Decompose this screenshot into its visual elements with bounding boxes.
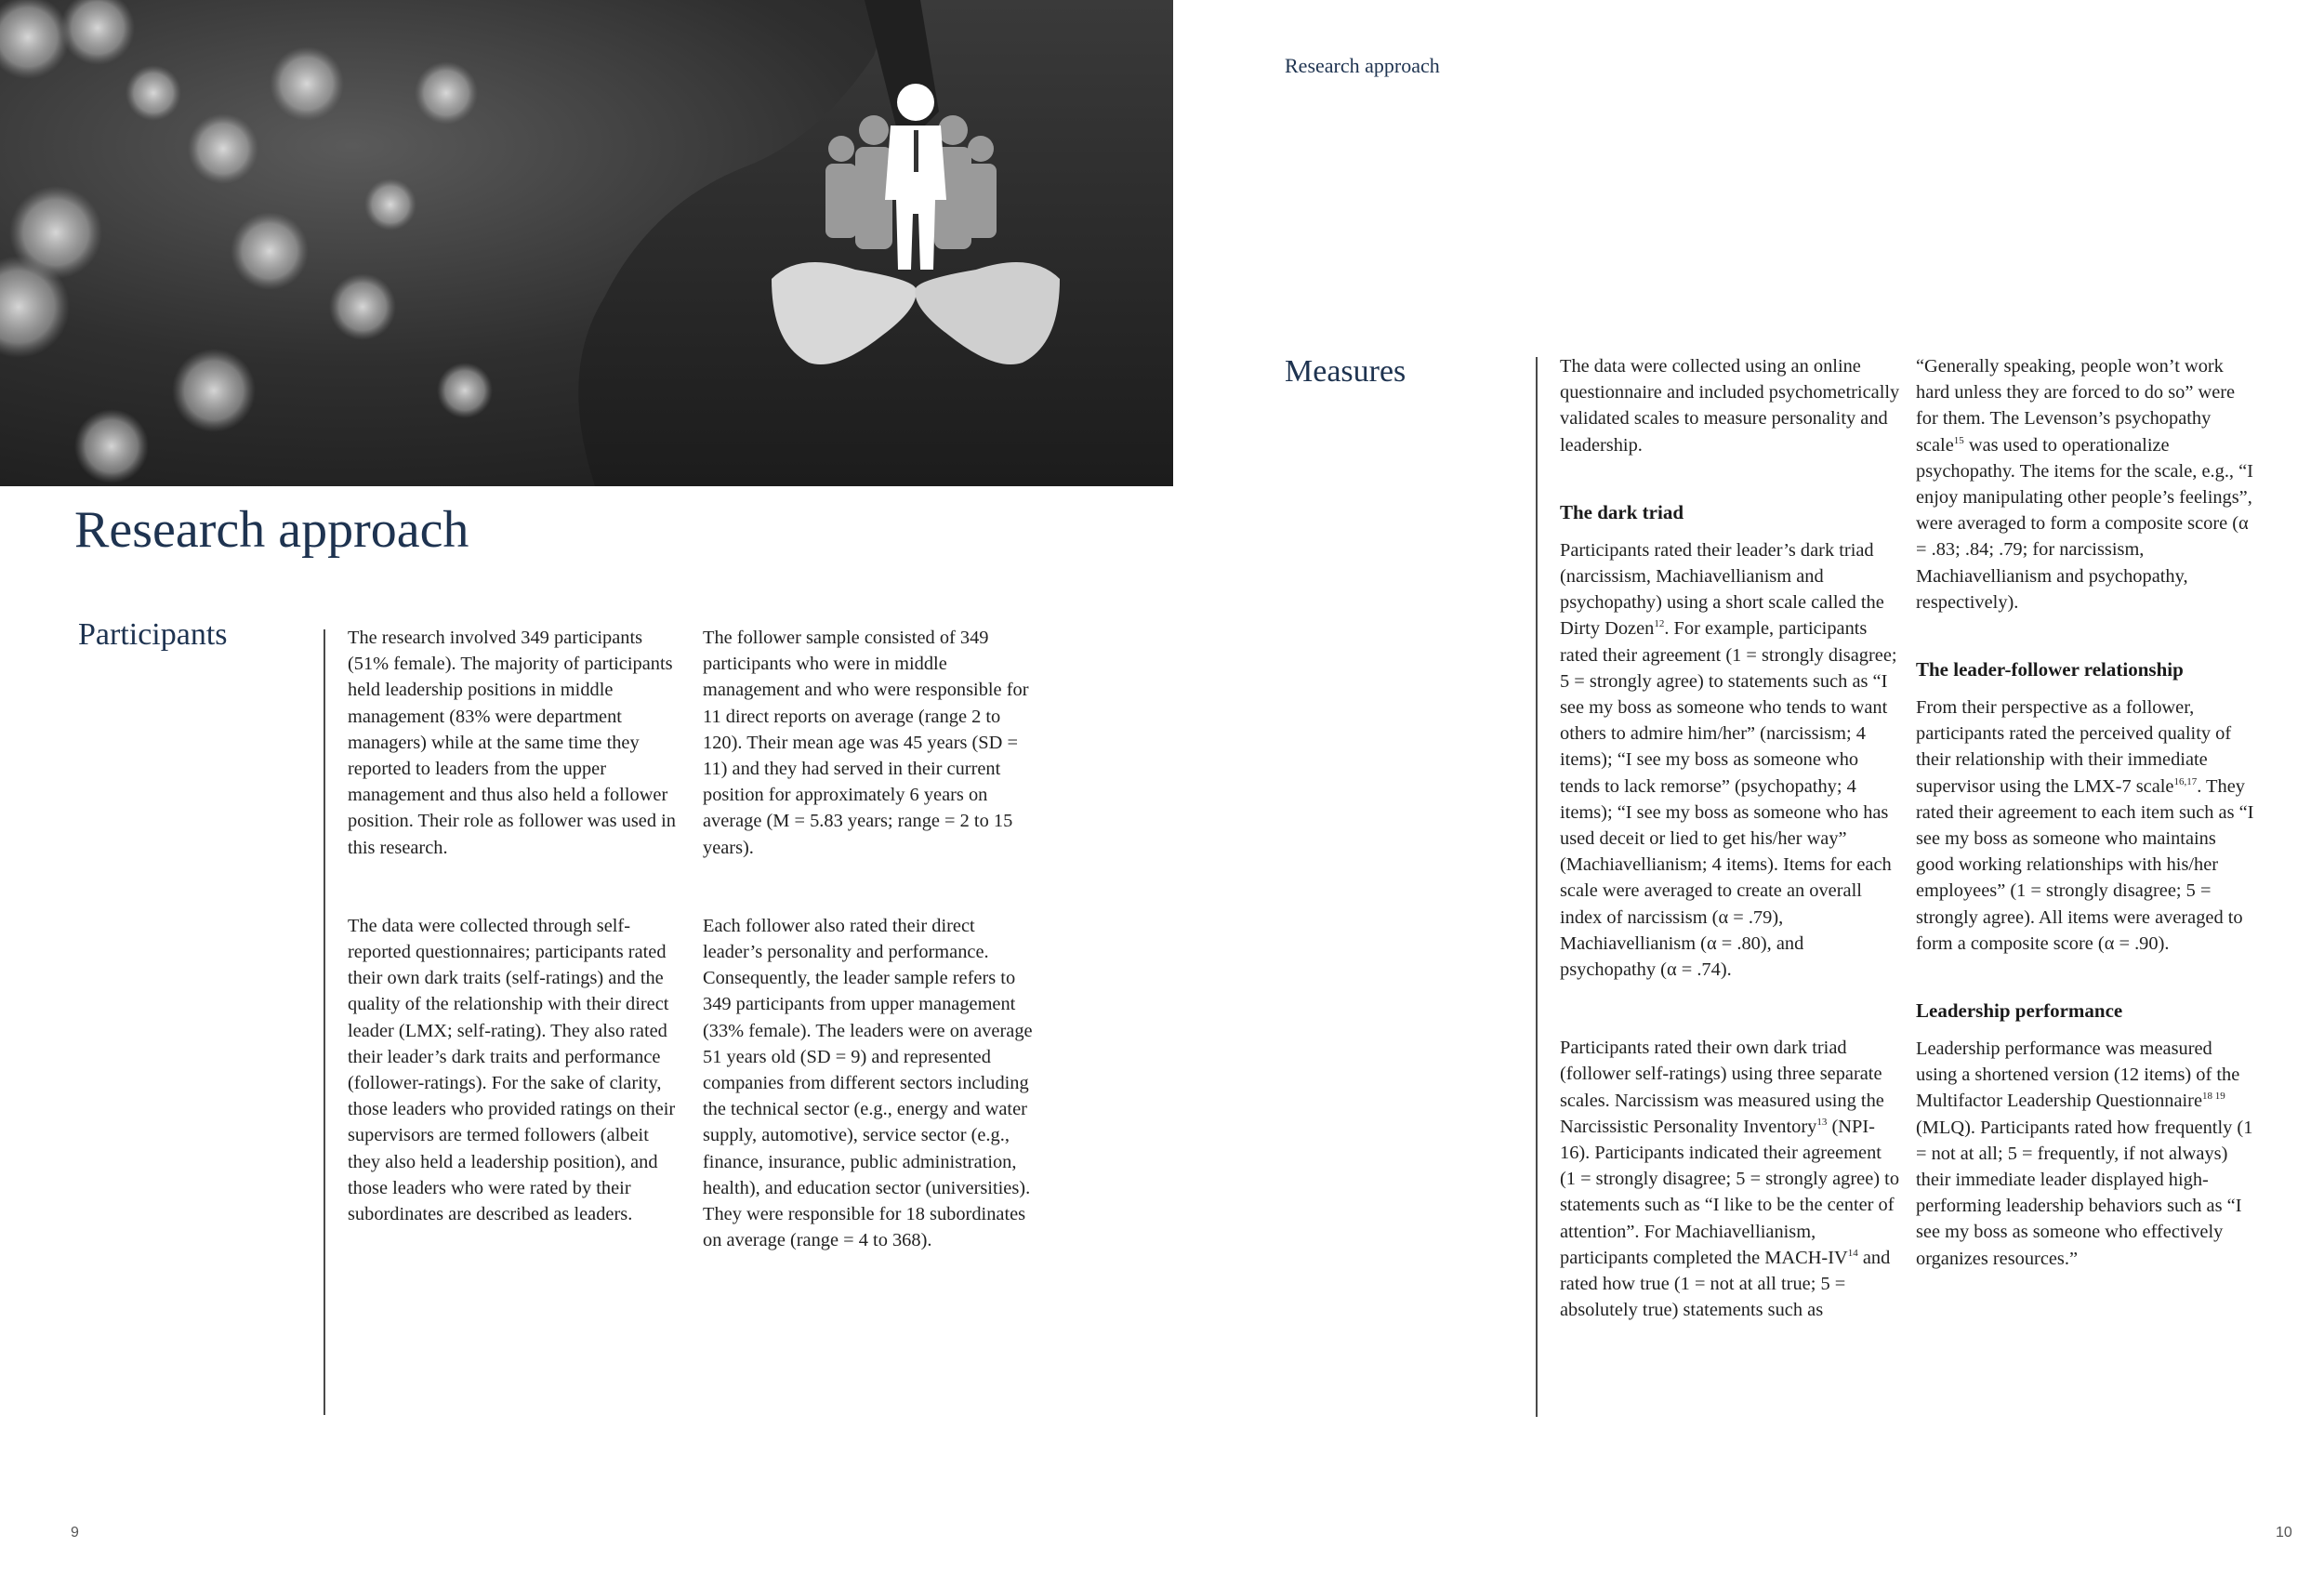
paragraph: [1916, 694, 2258, 957]
measures-column-1: [1560, 353, 1902, 1324]
footnote-ref: 12: [1654, 618, 1665, 630]
text: Leadership performance was measured using a shortened version (12 items) of the Multifactor Leadership Questionnaire: [1916, 1038, 2240, 1112]
measures-column-2: [1916, 353, 2258, 1272]
footnote-ref: 14: [1847, 1248, 1858, 1260]
section-heading-measures: Measures: [1285, 354, 1406, 389]
participants-column-2: [703, 625, 1037, 1253]
text: (MLQ). Participants rated how frequently (1 = not at all; 5 = frequently, if not always) their immediate leader displayed high-performing leadership behaviors such as “I see my boss as someone who effectively organizes resources.”: [1916, 1117, 2253, 1269]
text: and rated how true (1 = not at all true; 5 = absolutely true) statements such as: [1560, 1247, 1891, 1321]
participants-column-1: [348, 625, 682, 1227]
footnote-ref: 18 19: [2202, 1091, 2225, 1103]
footnote-ref: 16,17: [2173, 775, 2198, 787]
running-head: Research approach: [1285, 54, 1440, 77]
paragraph: [1916, 353, 2258, 615]
text: was used to operationalize psychopathy. The items for the scale, e.g., “I enjoy manipulating other people’s feelings”, were averaged to form a composite score (α = .83; .84; .79; for narcissism, Machiavellianism and psychopathy, respectively).: [1916, 434, 2253, 613]
text: “Generally speaking, people won’t work hard unless they are forced to do so” were for them. The Levenson’s psychopathy scale: [1916, 356, 2236, 456]
footnote-ref: 13: [1816, 1117, 1828, 1129]
paragraph: The research involved 349 participants (51% female). The majority of participants held leadership positions in middle management (83% were department managers) while at the same time they reported to leaders from the upper management and thus also held a follower position. Their role as follower was used in this research.: [348, 628, 676, 858]
section-heading-participants: Participants: [78, 617, 228, 652]
paragraph: [1560, 537, 1902, 983]
subheading-dark-triad: The dark triad: [1560, 500, 1684, 523]
footnote-ref: 15: [1953, 434, 1964, 446]
page-number: 10: [2276, 1525, 2292, 1541]
text: From their perspective as a follower, participants rated the perceived quality of their relationship with their immediate supervisor using the LMX-7 scale: [1916, 697, 2232, 797]
subheading-leadership-performance: Leadership performance: [1916, 999, 2123, 1023]
paragraph: The follower sample consisted of 349 participants who were in middle management and who were responsible for 11 direct reports on average (range 2 to 120). Their mean age was 45 years (SD = 11) and they had served in their current position for approximately 6 years on average (M = 5.83 years; range = 2 to 15 years).: [703, 628, 1029, 858]
text: Participants rated their own dark triad (follower self-ratings) using three separate scales. Narcissism was measured using the Narcissistic Personality Inventory: [1560, 1038, 1884, 1137]
page-title: Research approach: [74, 501, 469, 559]
text: . For example, participants rated their agreement (1 = strongly disagree; 5 = strongly agree) to statements such as “I see my boss as someone who tends to want others to admire him/her” (narcissism; 4 items); “I see my boss as someone who tends to lack remorse” (psychopathy; 4 items); “I see my boss as someone who has used deceit or lied to get his/her way” (Machiavellianism; 4 items). Items for each scale were averaged to create an overall index of narcissism (α = .79), Machiavellianism (α = .80), and psychopathy (α = .74).: [1560, 618, 1897, 981]
text: (NPI-16). Participants indicated their agreement (1 = strongly disagree; 5 = strongly agree) to statements such as “I like to be the center of attention”. For Machiavellianism, participants completed the MACH-IV: [1560, 1116, 1900, 1268]
paragraph: Each follower also rated their direct leader’s personality and performance. Consequently, the leader sample refers to 349 participants from upper management (33% female). The leaders were on average 51 years old (SD = 9) and represented companies from different sectors including the technical sector (e.g., energy and water supply, automotive), service sector (e.g., finance, insurance, public administration, health), and education sector (universities). They were responsible for 18 subordinates on average (range = 4 to 368).: [703, 915, 1033, 1251]
page-number: 9: [71, 1525, 79, 1541]
paragraph: The data were collected using an online questionnaire and included psychometrically validated scales to measure personality and leadership.: [1560, 356, 1900, 456]
paragraph: The data were collected through self-reported questionnaires; participants rated their own dark traits (self-ratings) and the quality of the relationship with their direct leader (LMX; self-rating). They also rated their leader’s dark traits and performance (follower-ratings). For the sake of clarity, those leaders who provided ratings on their supervisors are termed followers (albeit they also held a leadership position), and those leaders who were rated by their subordinates are described as leaders.: [348, 915, 676, 1225]
subheading-leader-follower-relationship: The leader-follower relationship: [1916, 658, 2184, 681]
paragraph: [1916, 1036, 2258, 1272]
text: . They rated their agreement to each item such as “I see my boss as someone who maintains good working relationships with his/her employees” (1 = strongly disagree; 5 = strongly agree). All items were averaged to form a composite score (α = .90).: [1916, 775, 2254, 954]
text: Participants rated their leader’s dark triad (narcissism, Machiavellianism and psychopathy) using a short scale called the Dirty Dozen: [1560, 539, 1884, 640]
column-rule: [324, 629, 325, 1415]
column-rule: [1536, 357, 1538, 1417]
photo-illustration: [0, 0, 1173, 486]
paragraph: [1560, 1035, 1902, 1323]
leader-figures-in-hands-photo: [0, 0, 1173, 486]
